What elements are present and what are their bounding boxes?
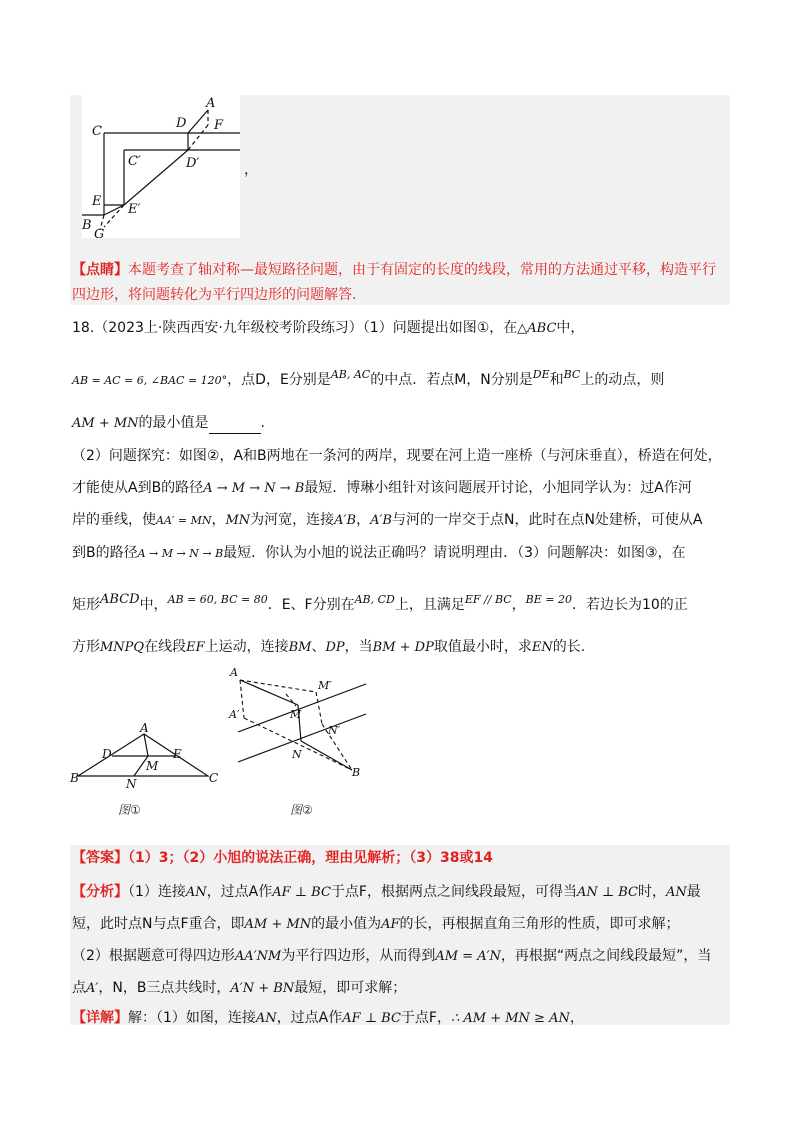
- fig2-label-n: N: [292, 748, 302, 761]
- label-ep: E′: [128, 202, 141, 217]
- label-d: D: [176, 116, 187, 131]
- fig2-label-mp: M′: [318, 679, 332, 692]
- label-c: C: [92, 124, 102, 139]
- q18-line-1: 18.（2023上·陕西西安·九年级校考阶段练习）（1）问题提出如图①，在△ABC中，: [72, 320, 585, 336]
- label-e: E: [92, 194, 102, 209]
- figure-comma: ，: [244, 162, 258, 178]
- q18-line-7: 到B的路径A → M → N → B最短．你认为小旭的说法正确吗？请说明理由．（3）问题解决：如图③，在: [72, 545, 686, 561]
- top-figure: [82, 95, 240, 238]
- dianjing-line-2: 四边形，将问题转化为平行四边形的问题解答.: [72, 287, 357, 303]
- fig2-label-m: M: [290, 708, 302, 721]
- fig1-caption: 图①: [118, 803, 141, 817]
- fig2-caption: 图②: [290, 803, 313, 817]
- label-b: B: [82, 218, 92, 233]
- figure-1: [66, 722, 226, 822]
- fig1-label-e: E: [173, 747, 182, 761]
- fig2-label-a: A: [230, 666, 238, 679]
- label-a: A: [206, 96, 216, 111]
- fig2-label-ap: A′: [229, 708, 240, 721]
- label-g: G: [94, 227, 105, 238]
- detail-line-1: 【详解】解：（1）如图，连接AN，过点A作AF ⊥ BC于点F，∴ AM + MN ≥ AN，: [72, 1010, 584, 1026]
- label-cp: C′: [128, 154, 141, 169]
- fig1-label-a: A: [140, 722, 149, 735]
- q18-line-6: 岸的垂线，使AA′ = MN，MN为河宽，连接A′B，A′B与河的一岸交于点N，此时在点N处建桥，可使从A: [72, 512, 703, 528]
- fig1-label-m: M: [146, 759, 159, 773]
- fig1-label-d: D: [102, 747, 112, 761]
- q18-line-9: 方形MNPQ在线段EF上运动，连接BM、DP，当BM + DP取值最小时，求EN的长.: [72, 639, 586, 655]
- label-f: F: [214, 118, 224, 133]
- figure-2: [226, 662, 371, 822]
- analysis-line-2: 短，此时点N与点F重合，即AM + MN的最小值为AF的长，再根据直角三角形的性质，即可求解；: [72, 916, 680, 932]
- dianjing-line-1: 【点睛】本题考查了轴对称—最短路径问题，由于有固定的长度的线段，常用的方法通过平移，构造平行: [72, 262, 716, 278]
- fig1-label-n: N: [126, 777, 137, 791]
- q18-line-3: AM + MN的最小值是 .: [72, 413, 265, 434]
- analysis-line-4: 点A′，N，B三点共线时，A′N + BN最短，即可求解；: [72, 980, 407, 996]
- analysis-line-1: 【分析】（1）连接AN，过点A作AF ⊥ BC于点F，根据两点之间线段最短，可得当AN ⊥ BC时，AN最: [72, 884, 701, 900]
- fig1-label-b: B: [70, 771, 79, 785]
- q18-line-4: （2）问题探究：如图②，A和B两地在一条河的两岸，现要在河上造一座桥（与河床垂直），桥造在何处，: [72, 448, 722, 464]
- q18-line-2: AB = AC = 6, ∠BAC = 120°，点D，E分别是$^{AB, AC}$的中点．若点M，N分别是$^{DE}$和$^{BC}$上的动点，则: [72, 368, 665, 388]
- fig2-label-b: B: [352, 766, 361, 779]
- answer-blank: [209, 419, 261, 434]
- label-dp: D′: [186, 156, 200, 171]
- q18-line-8: 矩形ABCD中，$^{AB = 60, BC = 80}$．E、F分别在$^{AB, CD}$上，且满足$^{EF // BC}$，$^{BE = 20}$．若边长为10的正: [72, 592, 688, 613]
- answer-line: 【答案】（1）3；（2）小旭的说法正确，理由见解析；（3）38或14: [72, 850, 493, 866]
- fig1-label-c: C: [209, 771, 219, 785]
- fig2-label-np: N′: [328, 724, 341, 737]
- analysis-line-3: （2）根据题意可得四边形AA′NM为平行四边形，从而得到AM = A′N，再根据“两点之间线段最短”，当: [72, 948, 712, 964]
- q18-line-5: 才能使从A到B的路径A → M → N → B最短．博琳小组针对该问题展开讨论，小旭同学认为：过A作河: [72, 480, 692, 496]
